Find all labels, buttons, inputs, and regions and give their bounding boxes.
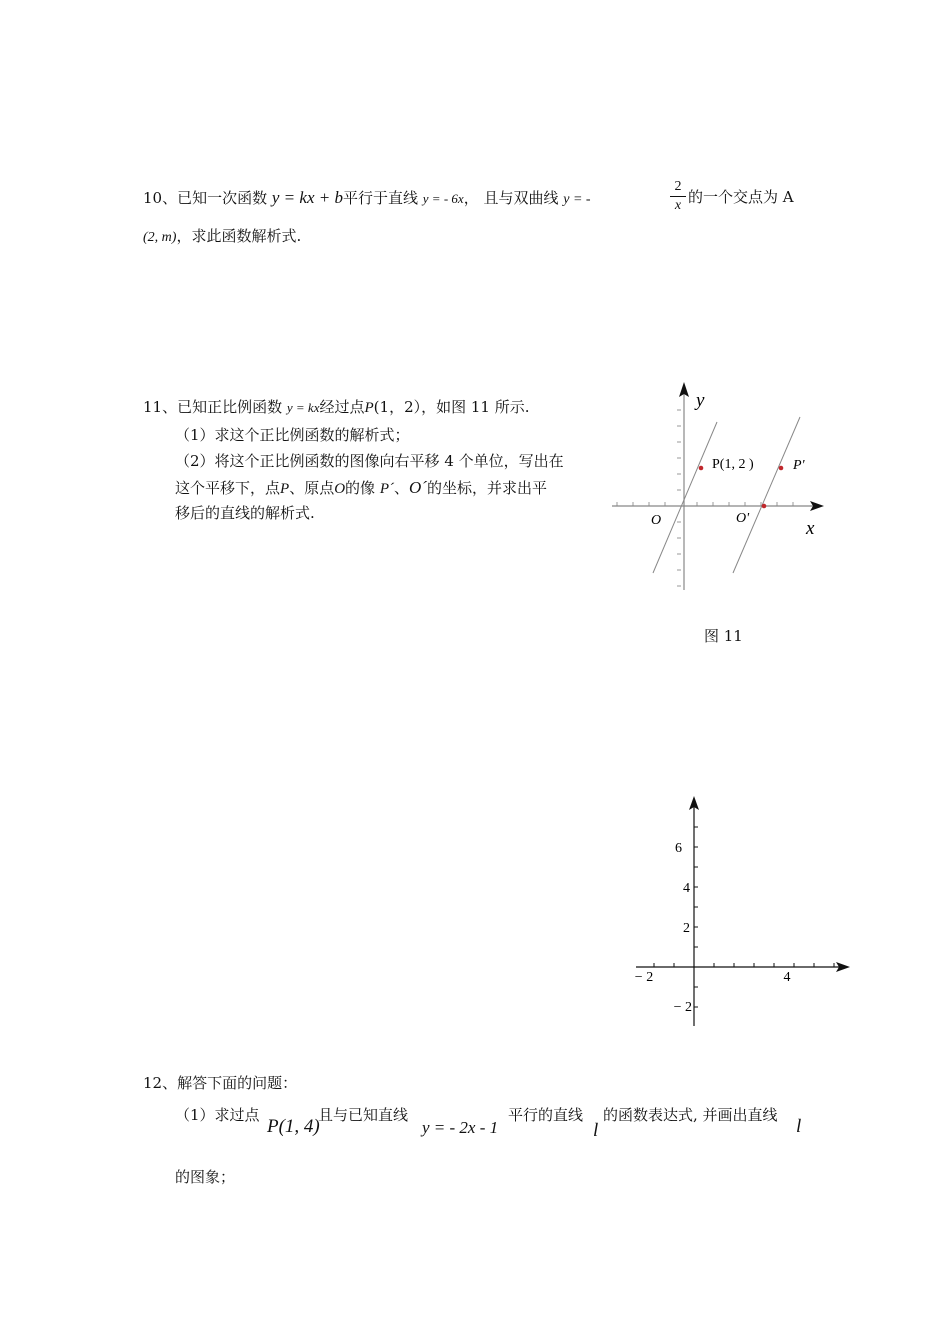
text: 、 (394, 479, 410, 497)
question-11-part-1: （1）求这个正比例函数的解析式； (175, 426, 410, 444)
x-tick-label: − 2 (634, 970, 654, 985)
math-expression: y = - 6x (422, 191, 464, 206)
origin-prime-label: O' (736, 511, 750, 526)
text: 的像 (345, 479, 376, 497)
text: 、原点 (289, 479, 335, 497)
point-p-prime-label: P´ (379, 481, 395, 497)
text: 解答下面的问题： (177, 1074, 298, 1092)
math-expression: y = kx (286, 400, 320, 415)
figure-caption: 图 11 (704, 627, 743, 645)
point-p-label: P(1, 2 ) (712, 457, 754, 472)
math-expression: y = - 2x - 1 (422, 1118, 499, 1137)
text: 平行于直线 (342, 189, 418, 207)
question-11-line-1 (143, 398, 530, 417)
fraction-denominator: x (674, 198, 682, 213)
origin-label: O (651, 513, 662, 528)
line-l-label: l (593, 1120, 599, 1141)
question-11-part-2-end: 移后的直线的解析式. (175, 504, 315, 522)
line-y-kx (653, 422, 717, 573)
fraction-numerator: 2 (670, 178, 686, 197)
question-12-title (143, 1074, 297, 1092)
question-12-part-1-c: 平行的直线 (508, 1106, 584, 1124)
point-p (699, 466, 704, 471)
text: 已知正比例函数 (177, 398, 283, 416)
question-number: 11、 (143, 398, 178, 416)
question-number: 10、 (143, 189, 178, 207)
text: 已知一次函数 (177, 189, 268, 207)
question-10-line-1 (143, 188, 591, 209)
origin-label: O (334, 481, 346, 497)
text: ，求此函数解析式. (176, 227, 302, 245)
point-p-label: P (280, 481, 290, 497)
question-12-part-1-b: 且与已知直线 (318, 1106, 409, 1124)
point-o-prime (762, 504, 767, 509)
text: 的坐标，并求出平 (426, 479, 547, 497)
question-11-part-2: （2）将这个正比例函数的图像向右平移 4 个单位，写出在 (175, 452, 564, 470)
y-tick-label: 4 (683, 881, 690, 896)
text: 经过点 (319, 398, 365, 416)
math-expression: y = kx + b (271, 188, 343, 207)
coordinate-grid (620, 790, 860, 1035)
figure-11 (600, 375, 840, 605)
question-10-line-2 (143, 227, 301, 247)
point-p-label: P (364, 400, 374, 416)
x-axis-label: x (806, 518, 815, 539)
x-tick-label: 4 (783, 970, 791, 985)
axis-ticks (617, 410, 793, 586)
text: ， 且与双曲线 (463, 189, 559, 207)
question-12-part-1-d: 的函数表达式, 并画出直线 (603, 1106, 778, 1124)
y-tick-label: 2 (683, 921, 690, 936)
point-p-prime-label: P' (793, 458, 805, 473)
text: (1，2），如图 11 所示. (373, 398, 530, 416)
point-p-coordinate: P(1, 4) (267, 1116, 320, 1137)
y-tick-label: − 2 (673, 1000, 692, 1015)
line-translated (733, 417, 800, 573)
question-11-part-2-cont (175, 478, 547, 498)
question-12-part-1-a: （1）求过点 (175, 1106, 260, 1124)
y-tick-label: 6 (675, 841, 682, 856)
question-10-line-1-end: 的一个交点为 A (688, 188, 794, 206)
point-p-prime (779, 466, 784, 471)
origin-prime-label: O´ (409, 478, 427, 497)
line-l-label: l (796, 1116, 802, 1137)
math-expression: y = - (563, 192, 591, 207)
text: 这个平移下，点 (175, 479, 281, 497)
question-12-part-1-end: 的图象； (175, 1168, 236, 1186)
point-a-coordinate: (2, m) (143, 230, 177, 245)
question-number: 12、 (143, 1074, 178, 1092)
y-axis-label: y (696, 390, 705, 411)
fraction (670, 178, 686, 215)
